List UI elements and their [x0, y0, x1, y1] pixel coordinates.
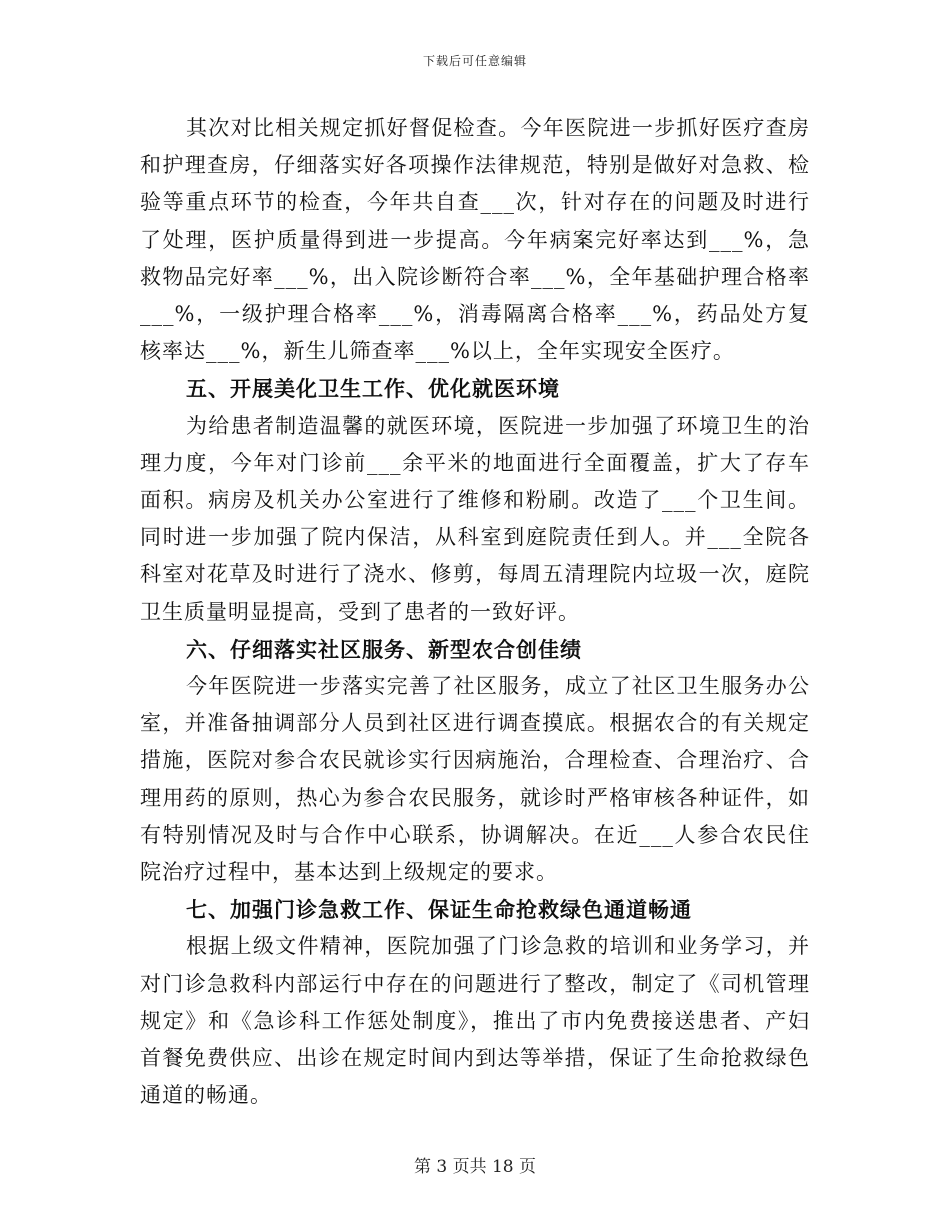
page-footer: 第 3 页共 18 页	[413, 1157, 537, 1177]
paragraph-community-service: 今年医院进一步落实完善了社区服务，成立了社区卫生服务办公室，并准备抽调部分人员到社区进行调查摸底。根据农合的有关规定措施，医院对参合农民就诊实行因病施治，合理检查、合理治疗、合理用药的原则，热心为参合农民服务，就诊时严格审核各种证件，如有特别情况及时与合作中心联系，协调解决。在近___人参合农民住院治疗过程中，基本达到上级规定的要求。	[140, 674, 810, 885]
document-body	[140, 110, 810, 1114]
section-heading-6: 六、仔细落实社区服务、新型农合创佳绩	[186, 636, 582, 662]
section-heading-5: 五、开展美化卫生工作、优化就医环境	[186, 376, 560, 402]
paragraph-emergency: 根据上级文件精神，医院加强了门诊急救的培训和业务学习，并对门诊急救科内部运行中存在的问题进行了整改，制定了《司机管理规定》和《急诊科工作惩处制度》，推出了市内免费接送患者、产妇首餐免费供应、出诊在规定时间内到达等举措，保证了生命抢救绿色通道的畅通。	[140, 934, 810, 1108]
page-header: 下载后可任意编辑	[422, 54, 527, 68]
section-heading-7: 七、加强门诊急救工作、保证生命抢救绿色通道畅通	[186, 897, 692, 923]
paragraph-inspection: 其次对比相关规定抓好督促检查。今年医院进一步抓好医疗查房和护理查房，仔细落实好各项操作法律规范，特别是做好对急救、检验等重点环节的检查，今年共自查___次，针对存在的问题及时进行了处理，医护质量得到进一步提高。今年病案完好率达到___%，急救物品完好率___%，出入院诊断符合率___%，全年基础护理合格率___%，一级护理合格率___%，消毒隔离合格率___%，药品处方复核率达___%，新生儿筛查率___%以上，全年实现安全医疗。	[140, 116, 810, 364]
paragraph-environment: 为给患者制造温馨的就医环境，医院进一步加强了环境卫生的治理力度，今年对门诊前___余平米的地面进行全面覆盖，扩大了存车面积。病房及机关办公室进行了维修和粉刷。改造了___个卫生间。同时进一步加强了院内保洁，从科室到庭院责任到人。并___全院各科室对花草及时进行了浇水、修剪，每周五清理院内垃圾一次，庭院卫生质量明显提高，受到了患者的一致好评。	[140, 413, 810, 624]
